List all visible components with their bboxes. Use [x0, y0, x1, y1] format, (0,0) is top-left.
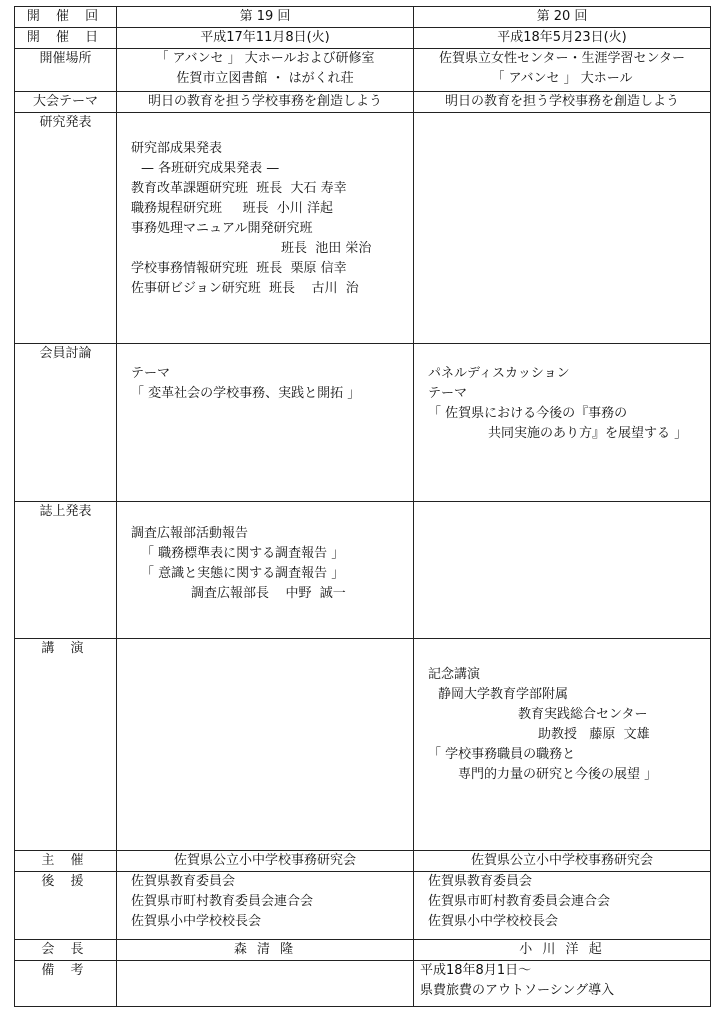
label-theme: 大会テーマ [15, 92, 117, 113]
publication-19-line: 「 意識と実態に関する調査報告 」 [141, 566, 345, 581]
support-19-line: 佐賀県市町村教育委員会連合会 [131, 894, 314, 909]
publication-19-line: 調査広報部長 中野 誠一 [191, 586, 346, 601]
venue-19-line: 佐賀市立図書館 ・ はがくれ荘 [176, 71, 354, 86]
research-19-line: 学校事務情報研究班 班長 栗原 信幸 [131, 261, 347, 276]
meeting-history-table [14, 6, 711, 1007]
row-venue [15, 49, 711, 92]
notes-20-line: 平成18年8月1日～ [420, 963, 532, 978]
row-support [15, 872, 711, 940]
label-research: 研究発表 [15, 113, 117, 344]
label-organizer: 主 催 [15, 851, 117, 872]
label-session: 開 催 回 [15, 7, 117, 28]
venue-19 [117, 49, 414, 92]
row-theme [15, 92, 711, 113]
session-19: 第 19 回 [117, 7, 414, 28]
organizer-19: 佐賀県公立小中学校事務研究会 [117, 851, 414, 872]
support-20-line: 佐賀県教育委員会 [428, 874, 533, 889]
research-19 [117, 113, 414, 344]
theme-20: 明日の教育を担う学校事務を創造しよう [414, 92, 711, 113]
lecture-20-line: 助教授 藤原 文雄 [538, 727, 650, 742]
discussion-20-line: パネルディスカッション [428, 366, 570, 381]
notes-20-line: 県費旅費のアウトソーシング導入 [420, 983, 615, 998]
support-20 [414, 872, 711, 940]
research-20 [414, 113, 711, 344]
discussion-20-line: 「 佐賀県における今後の『事務の [428, 406, 628, 421]
venue-20 [414, 49, 711, 92]
president-20: 小 川 洋 起 [414, 940, 711, 961]
president-19: 森 清 隆 [117, 940, 414, 961]
discussion-19-line: 「 変革社会の学校事務、実践と開拓 」 [131, 386, 361, 401]
research-19-line: 教育改革課題研究班 班長 大石 寿幸 [131, 181, 347, 196]
discussion-20-line: 共同実施のあり方』を展望する 」 [488, 426, 688, 441]
support-19 [117, 872, 414, 940]
lecture-20-line: 専門的力量の研究と今後の展望 」 [458, 767, 658, 782]
row-organizer [15, 851, 711, 872]
label-discussion: 会員討論 [15, 344, 117, 502]
label-date: 開 催 日 [15, 28, 117, 49]
lecture-20 [414, 639, 711, 851]
support-19-line: 佐賀県小中学校校長会 [131, 914, 262, 929]
publication-20 [414, 502, 711, 639]
notes-19 [117, 961, 414, 1007]
notes-20 [414, 961, 711, 1007]
lecture-19 [117, 639, 414, 851]
research-19-line: 事務処理マニュアル開発研究班 [131, 221, 313, 236]
label-publication: 誌上発表 [15, 502, 117, 639]
discussion-19-line: テーマ [131, 366, 171, 381]
date-20: 平成18年5月23日(火) [414, 28, 711, 49]
research-19-line: 研究部成果発表 [131, 141, 223, 156]
row-president [15, 940, 711, 961]
session-20: 第 20 回 [414, 7, 711, 28]
publication-19 [117, 502, 414, 639]
row-lecture [15, 639, 711, 851]
row-session [15, 7, 711, 28]
venue-20-line: 「 アバンセ 」 大ホール [491, 71, 633, 86]
support-20-line: 佐賀県小中学校校長会 [428, 914, 559, 929]
research-19-line: — 各班研究成果発表 — [141, 161, 280, 176]
row-publication [15, 502, 711, 639]
label-lecture: 講 演 [15, 639, 117, 851]
discussion-20-line: テーマ [428, 386, 468, 401]
lecture-20-line: 記念講演 [428, 667, 481, 682]
publication-19-line: 「 職務標準表に関する調査報告 」 [141, 546, 345, 561]
organizer-20: 佐賀県公立小中学校事務研究会 [414, 851, 711, 872]
discussion-19 [117, 344, 414, 502]
lecture-20-line: 「 学校事務職員の職務と [428, 747, 576, 762]
research-19-line: 職務規程研究班 班長 小川 洋起 [131, 201, 334, 216]
research-19-line: 佐事研ビジョン研究班 班長 古川 治 [131, 281, 359, 296]
row-date [15, 28, 711, 49]
lecture-20-line: 静岡大学教育学部附属 [438, 687, 569, 702]
label-support: 後 援 [15, 872, 117, 940]
theme-19: 明日の教育を担う学校事務を創造しよう [117, 92, 414, 113]
row-research [15, 113, 711, 344]
venue-19-line: 「 アバンセ 」 大ホールおよび研修室 [155, 51, 375, 66]
discussion-20 [414, 344, 711, 502]
support-20-line: 佐賀県市町村教育委員会連合会 [428, 894, 611, 909]
lecture-20-line: 教育実践総合センター [518, 707, 648, 722]
row-notes [15, 961, 711, 1007]
support-19-line: 佐賀県教育委員会 [131, 874, 236, 889]
venue-20-line: 佐賀県立女性センター・生涯学習センター [439, 51, 685, 66]
label-notes: 備 考 [15, 961, 117, 1007]
label-president: 会 長 [15, 940, 117, 961]
research-19-line: 班長 池田 栄治 [281, 241, 372, 256]
date-19: 平成17年11月8日(火) [117, 28, 414, 49]
label-venue: 開催場所 [15, 49, 117, 92]
publication-19-line: 調査広報部活動報告 [131, 526, 249, 541]
row-discussion [15, 344, 711, 502]
